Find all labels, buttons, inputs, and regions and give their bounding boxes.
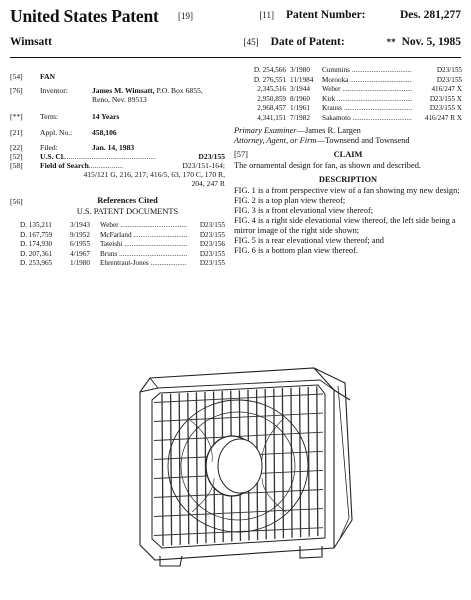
filed-value: Jan. 14, 1983 (92, 143, 135, 152)
reference-number: D. 207,361 (20, 249, 53, 258)
appl-no-label: Appl. No.: (40, 128, 73, 137)
inventor-label: Inventor: (40, 86, 68, 95)
reference-number: 2,950,859 (257, 94, 286, 103)
claim-text: The ornamental design for fan, as shown and described. (234, 161, 421, 170)
reference-class: 416/247 R X (412, 114, 462, 123)
grille-vertical-bar (317, 386, 318, 536)
field-of-search-line3: 204, 247 R (191, 179, 225, 188)
field-of-search-line1: D23/151-164; (182, 161, 225, 170)
reference-class: D23/155 X (412, 104, 462, 113)
reference-name: McFarland ..... (100, 231, 187, 240)
reference-class: D23/155 X (412, 95, 462, 104)
reference-name: Kirk ..... (322, 95, 412, 104)
attorney-label: Attorney, Agent, or Firm (234, 136, 317, 145)
reference-number: D. 254,566 (253, 66, 286, 74)
reference-number: 4,341,151 (257, 113, 286, 122)
reference-name: Sakamoto ..... (322, 114, 412, 123)
date-of-patent-label: Date of Patent: (270, 36, 345, 48)
grille-vertical-bar (171, 394, 172, 546)
primary-examiner-name: —James R. Largen (296, 126, 361, 135)
reference-date: 9/1952 (70, 230, 90, 239)
reference-class: 416/247 X (412, 85, 462, 94)
term-value: 14 Years (92, 112, 120, 121)
grille-vertical-bar (308, 387, 309, 537)
reference-date: 8/1960 (290, 94, 310, 103)
reference-number: D. 253,965 (20, 259, 53, 267)
primary-examiner-label: Primary Examiner (234, 126, 297, 135)
figure-label: FIG. 1 (234, 186, 256, 195)
reference-class: D23/155 (187, 221, 225, 230)
claim-heading: CLAIM (333, 150, 363, 159)
filed-code: [22] (10, 143, 23, 152)
attorney-name: —Townsend and Townsend (316, 136, 410, 145)
figure-label: FIG. 2 (234, 196, 256, 205)
patent-number-label: Patent Number: (285, 9, 366, 21)
reference-number: D. 174,930 (20, 240, 53, 248)
figure-label: FIG. 3 (234, 206, 256, 215)
term-code: [**] (10, 112, 23, 121)
inventor-surname: Wimsatt (10, 36, 52, 48)
reference-class: D23/155 (187, 259, 225, 268)
grille-vertical-bar (188, 393, 189, 545)
reference-date: 3/1943 (70, 221, 90, 229)
field-of-search-line2: 415/121 G, 216, 217; 416/5, 63, 170 C, 170 R, (83, 170, 225, 179)
inventor-name: James M. Wimsatt, (92, 86, 155, 95)
reference-date: 6/1955 (70, 240, 90, 248)
date-of-patent-value: Nov. 5, 1985 (401, 36, 461, 48)
appl-no-code: [21] (10, 128, 23, 137)
references-heading: References Cited (97, 196, 158, 205)
reference-name: Ehrentraut-Jones ..... (100, 259, 187, 268)
figure-label: FIG. 5 (234, 236, 256, 245)
figure-text: is a top plan view thereof; (255, 196, 346, 205)
term-label: Term: (40, 112, 59, 121)
grille-vertical-bar (282, 388, 283, 538)
grille-vertical-bar (265, 389, 266, 539)
reference-number: D. 167,759 (20, 230, 53, 239)
figure-label: FIG. 6 (234, 246, 256, 255)
title-field-code: [54] (10, 72, 23, 81)
reference-class: D23/155 (412, 76, 462, 85)
figure-text: is a right side elevational view thereof, the left side being a mirror image of the right side shown; (234, 216, 456, 235)
us-cl-dots: ................................................ (64, 152, 157, 161)
reference-number: 2,968,457 (257, 104, 286, 112)
us-cl-value: D23/155 (198, 152, 225, 161)
appl-no-value: 458,106 (92, 128, 117, 137)
reference-name: Krauss ..... (322, 104, 412, 113)
reference-date: 11/1984 (290, 75, 314, 84)
reference-number: 2,345,516 (257, 85, 286, 93)
title-field-value: FAN (40, 72, 56, 81)
reference-number: D. 135,211 (20, 221, 52, 229)
grille-vertical-bar (179, 393, 180, 545)
inventor-code: [76] (10, 86, 23, 95)
field-of-search-code: [58] (10, 161, 23, 170)
grille-vertical-bar (300, 387, 301, 537)
us-cl-code: [52] (10, 152, 23, 161)
reference-name: Bruns ..... (100, 250, 187, 259)
reference-name: Morooka ..... (322, 76, 412, 85)
reference-date: 4/1967 (70, 249, 90, 258)
patent-number-code: [11] (259, 10, 274, 20)
reference-class: D23/155 (187, 231, 225, 240)
filed-label: Filed: (40, 143, 58, 152)
reference-date: 1/1961 (290, 104, 310, 112)
claim-code: [57] (234, 150, 248, 159)
field-of-search-dots: .................. (88, 161, 123, 170)
reference-name: Weber ..... (322, 85, 412, 94)
patent-number-value: Des. 281,277 (399, 9, 461, 21)
figure-text: is a rear elevational view thereof; and (255, 236, 384, 245)
patent-office-title: United States Patent (10, 6, 159, 26)
reference-class: D23/155 (412, 66, 462, 75)
inventor-address1: P.O. Box 6855, (156, 86, 203, 95)
reference-date: 3/1980 (290, 66, 310, 74)
references-subheading: U.S. PATENT DOCUMENTS (76, 207, 179, 216)
figure-text: is a bottom plan view thereof. (255, 246, 358, 255)
field-of-search-label: Field of Search (40, 161, 89, 170)
inventor-address2: Reno, Nev. 89513 (92, 95, 147, 104)
grille-vertical-bar (291, 388, 292, 538)
reference-number: D. 276,551 (253, 75, 286, 84)
us-cl-label: U.S. Cl. (40, 152, 65, 161)
figure-text: is a front elevational view thereof; (255, 206, 374, 215)
reference-date: 7/1982 (290, 113, 310, 122)
reference-class: D23/156 (187, 240, 225, 249)
grille-vertical-bar (162, 394, 163, 546)
term-asterisks: ** (386, 37, 396, 47)
reference-date: 1/1980 (70, 259, 90, 267)
reference-class: D23/155 (187, 250, 225, 259)
grille-vertical-bar (196, 392, 197, 543)
date-of-patent-code: [45] (243, 37, 259, 47)
reference-name: Weber ..... (100, 221, 187, 230)
figure-text: is a front perspective view of a fan showing my new design; (255, 186, 460, 195)
reference-name: Cummins ..... (322, 66, 412, 75)
description-heading: DESCRIPTION (318, 175, 378, 184)
references-code: [56] (10, 197, 23, 206)
grille-vertical-bar (274, 389, 275, 539)
reference-name: Tateishi ..... (100, 240, 187, 249)
reference-date: 3/1944 (290, 85, 310, 93)
figure-label: FIG. 4 (234, 216, 256, 225)
title-code: [19] (178, 11, 193, 21)
